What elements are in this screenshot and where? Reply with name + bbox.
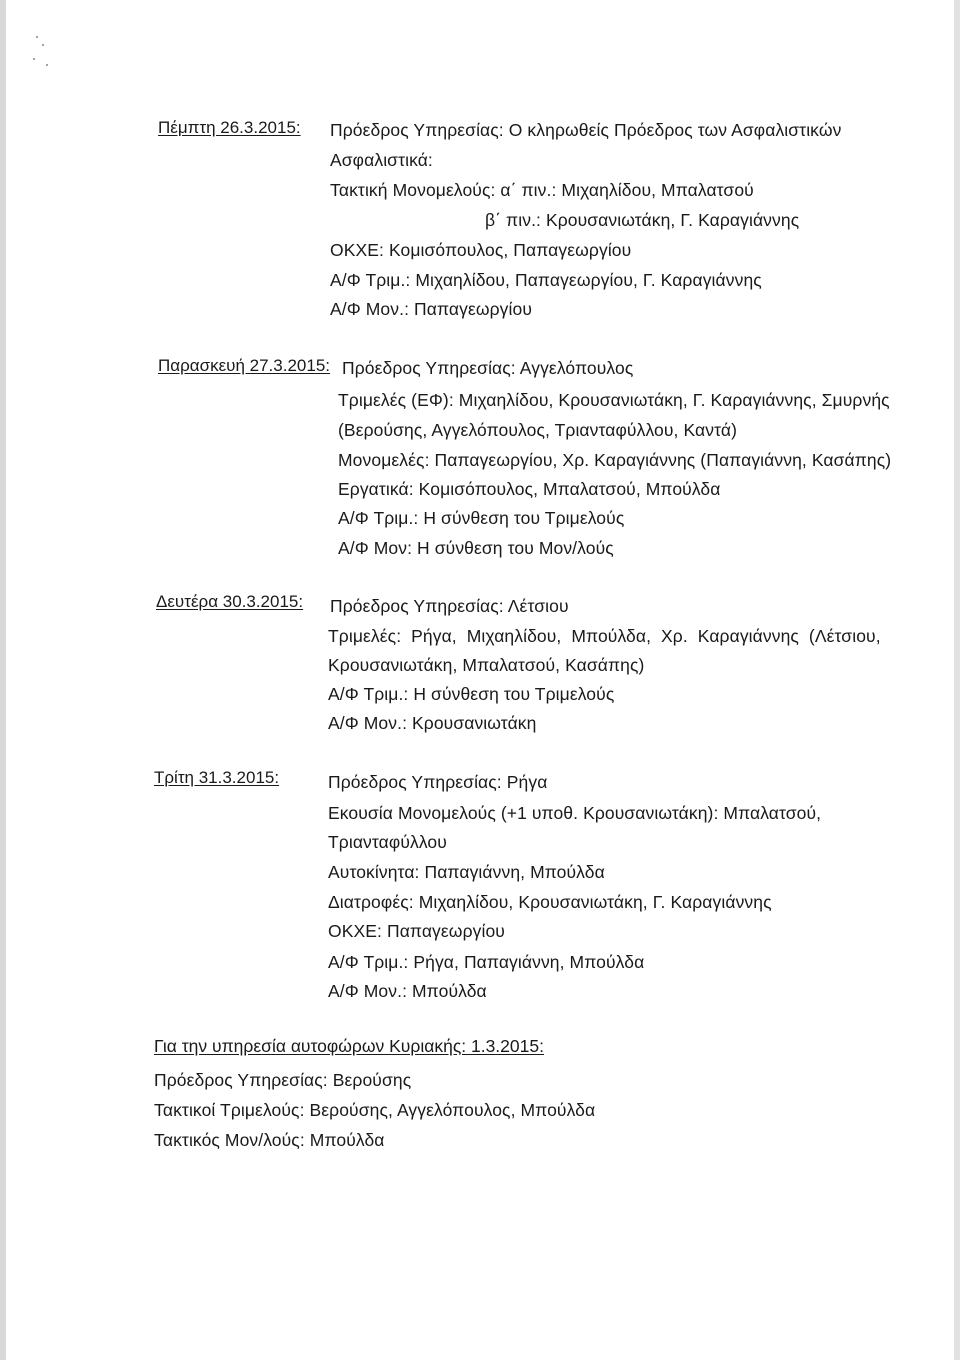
duty-line: ΟΚΧΕ: Κομισόπουλος, Παπαγεωργίου bbox=[330, 240, 632, 260]
duty-line: Πρόεδρος Υπηρεσίας: Αγγελόπουλος bbox=[342, 358, 634, 378]
duty-line: Τριμελές (ΕΦ): Μιχαηλίδου, Κρουσανιωτάκη, Γ. Καραγιάννης, Σμυρνής bbox=[338, 390, 890, 410]
duty-line: Μονομελές: Παπαγεωργίου, Χρ. Καραγιάννης (Παπαγιάννη, Κασάπης) bbox=[338, 450, 892, 470]
duty-line: β΄ πιν.: Κρουσανιωτάκη, Γ. Καραγιάννης bbox=[485, 210, 800, 230]
duty-line: Τακτικός Μον/λούς: Μπούλδα bbox=[154, 1130, 385, 1150]
section-date-label: Δευτέρα 30.3.2015: bbox=[156, 592, 304, 611]
duty-line: Α/Φ Τριμ.: Ρήγα, Παπαγιάννη, Μπούλδα bbox=[328, 952, 645, 972]
duty-line: Τακτικοί Τριμελούς: Βερούσης, Αγγελόπουλος, Μπούλδα bbox=[154, 1100, 596, 1120]
duty-line: Α/Φ Μον.: Παπαγεωργίου bbox=[330, 299, 533, 319]
section-heading: Για την υπηρεσία αυτοφώρων Κυριακής: 1.3.2015: bbox=[154, 1036, 544, 1056]
duty-line: Ασφαλιστικά: bbox=[330, 150, 433, 170]
duty-line: Πρόεδρος Υπηρεσίας: Ρήγα bbox=[328, 772, 548, 792]
duty-line: Αυτοκίνητα: Παπαγιάννη, Μπούλδα bbox=[328, 862, 605, 882]
duty-line: Α/Φ Μον.: Κρουσανιωτάκη bbox=[328, 713, 537, 733]
duty-line: Πρόεδρος Υπηρεσίας: Λέτσιου bbox=[330, 596, 569, 616]
duty-line: Διατροφές: Μιχαηλίδου, Κρουσανιωτάκη, Γ. Καραγιάννης bbox=[328, 892, 772, 912]
scan-specks bbox=[30, 28, 70, 78]
duty-line: Τριμελές: Ρήγα, Μιχαηλίδου, Μπούλδα, Χρ. Καραγιάννης (Λέτσιου, bbox=[328, 626, 881, 646]
duty-line: Τριανταφύλλου bbox=[328, 832, 447, 852]
duty-line: Εργατικά: Κομισόπουλος, Μπαλατσού, Μπούλδα bbox=[338, 479, 721, 499]
section-date-label: Παρασκευή 27.3.2015: bbox=[158, 356, 331, 375]
duty-line: Πρόεδρος Υπηρεσίας: Ο κληρωθείς Πρόεδρος των Ασφαλιστικών bbox=[330, 120, 842, 140]
duty-line: Α/Φ Τριμ.: Η σύνθεση του Τριμελούς bbox=[328, 684, 615, 704]
section-date-label: Τρίτη 31.3.2015: bbox=[154, 768, 280, 787]
duty-line: (Βερούσης, Αγγελόπουλος, Τριανταφύλλου, Καντά) bbox=[338, 420, 737, 440]
duty-line: Α/Φ Τριμ.: Μιχαηλίδου, Παπαγεωργίου, Γ. Καραγιάννης bbox=[330, 270, 762, 290]
duty-line: Α/Φ Μον.: Μπούλδα bbox=[328, 981, 487, 1001]
duty-line: Α/Φ Τριμ.: Η σύνθεση του Τριμελούς bbox=[338, 508, 625, 528]
duty-line: Πρόεδρος Υπηρεσίας: Βερούσης bbox=[154, 1070, 412, 1090]
section-date-label: Πέμπτη 26.3.2015: bbox=[158, 118, 301, 137]
duty-line: Α/Φ Μον: Η σύνθεση του Μον/λούς bbox=[338, 538, 614, 558]
duty-line: Κρουσανιωτάκη, Μπαλατσού, Κασάπης) bbox=[328, 655, 645, 675]
duty-line: ΟΚΧΕ: Παπαγεωργίου bbox=[328, 921, 505, 941]
duty-line: Εκουσία Μονομελούς (+1 υποθ. Κρουσανιωτάκη): Μπαλατσού, bbox=[328, 803, 822, 823]
duty-line: Τακτική Μονομελούς: α΄ πιν.: Μιχαηλίδου, Μπαλατσού bbox=[330, 180, 754, 200]
